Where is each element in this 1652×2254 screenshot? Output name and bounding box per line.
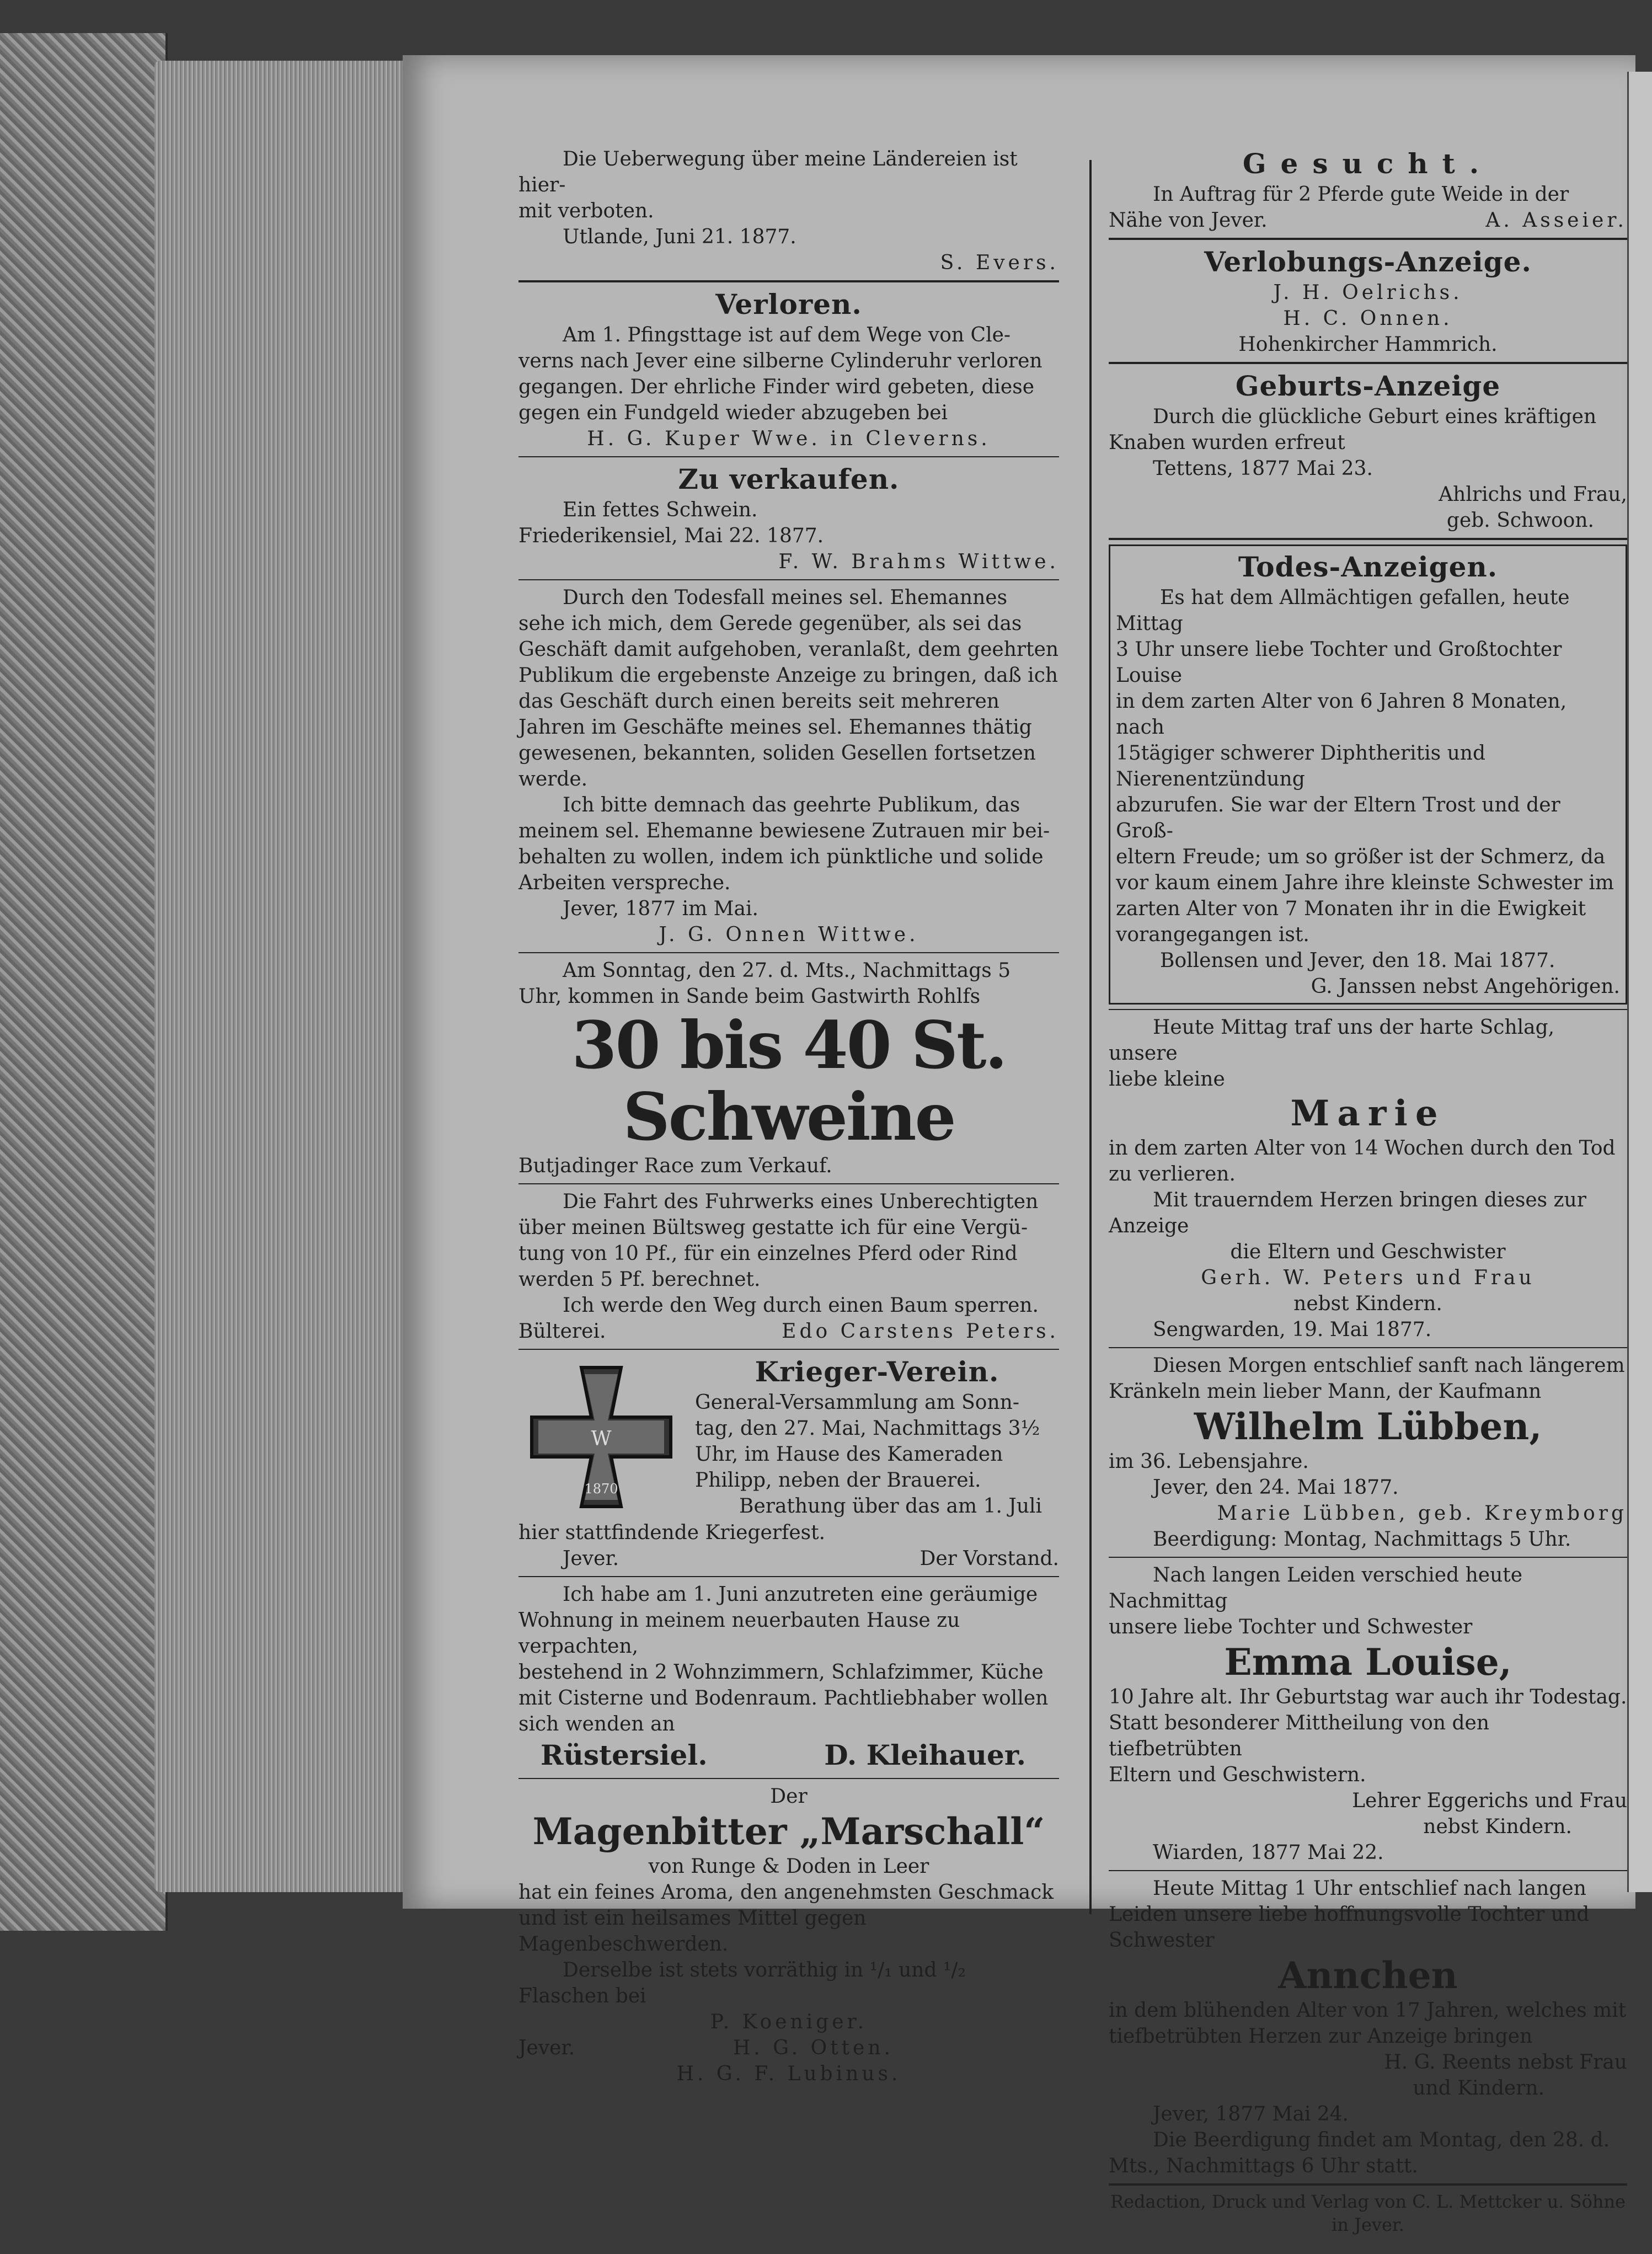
signature: H. G. Kuper Wwe. in Cleverns. [587, 428, 991, 450]
text-line: tung von 10 Pf., für ein einzelnes Pferd oder Rind [518, 1242, 1018, 1265]
ad-engagement [1109, 244, 1627, 357]
deceased-name: Emma Louise, [1224, 1641, 1512, 1684]
text-line: Heute Mittag 1 Uhr entschlief nach langen [1153, 1877, 1586, 1900]
text-line: tag, den 27. Mai, Nachmittags 3½ [695, 1417, 1040, 1440]
deceased-name: Marie [1290, 1093, 1446, 1134]
separator [518, 456, 1059, 457]
text-line: Durch die glückliche Geburt eines kräftigen [1153, 405, 1597, 428]
text-line: hier stattfindende Kriegerfest. [518, 1521, 826, 1544]
signature: Der Vorstand. [919, 1547, 1059, 1570]
text-line: bestehend in 2 Wohnzimmern, Schlafzimmer, Küche [518, 1661, 1044, 1684]
text-line: Derselbe ist stets vorräthig in ¹/₁ und ¹/₂ [563, 1959, 966, 1981]
text-line: meinem sel. Ehemanne bewiesene Zutrauen mir bei- [518, 820, 1050, 842]
text-line: liebe kleine [1109, 1068, 1225, 1091]
signature: G. Janssen nebst Angehörigen. [1311, 975, 1620, 998]
text-line: Wiarden, 1877 Mai 22. [1153, 1841, 1384, 1864]
cross-block [518, 1354, 1059, 1520]
separator [518, 952, 1059, 953]
signature: Marie Lübben, geb. Kreymborg [1217, 1502, 1627, 1525]
signature-row [1109, 207, 1627, 233]
text-line: Hohenkircher Hammrich. [1238, 333, 1498, 356]
merchant-name: P. Koeniger. [710, 2011, 868, 2033]
ad-lost-watch [518, 287, 1059, 452]
text-line: Am Sonntag, den 27. d. Mts., Nachmittags 5 [563, 959, 1011, 982]
separator [1109, 1557, 1627, 1558]
signature: Gerh. W. Peters und Frau [1201, 1267, 1535, 1289]
death-notice-wilhelm [1109, 1353, 1627, 1552]
text-line: Wohnung in meinem neuerbauten Hause zu verpachten, [518, 1609, 960, 1658]
text-line: Leiden unsere liebe hoffnungsvolle Tochter und Schwester [1109, 1903, 1590, 1952]
deceased-name: Annchen [1278, 1954, 1458, 1997]
text-line: gegen ein Fundgeld wieder abzugeben bei [518, 402, 948, 424]
ad-veterans-association [518, 1354, 1059, 1572]
text-line: Der [770, 1785, 808, 1808]
death-notice-emma [1109, 1562, 1627, 1866]
text-line: Es hat dem Allmächtigen gefallen, heute Mittag [1116, 586, 1570, 635]
notice-trespass [518, 146, 1059, 276]
separator [1109, 1870, 1627, 1871]
right-column [1109, 146, 1627, 2254]
text-line: Jever, 1877 Mai 24. [1153, 2103, 1349, 2125]
place: Rüstersiel. [541, 1739, 708, 1771]
signature: S. Evers. [940, 252, 1059, 274]
text-line: vor kaum einem Jahre ihre kleinste Schwester im [1116, 872, 1614, 894]
text-line: die Eltern und Geschwister [1230, 1241, 1506, 1263]
separator [1109, 1009, 1627, 1010]
text-line: verns nach Jever eine silberne Cylinderuhr verloren [518, 350, 1042, 372]
text-line: Kränkeln mein lieber Mann, der Kaufmann [1109, 1380, 1542, 1403]
text-line: Diesen Morgen entschlief sanft nach längerem [1153, 1354, 1625, 1377]
text-line: Arbeiten verspreche. [518, 872, 731, 894]
separator [1109, 538, 1627, 540]
text-line: Uhr, kommen in Sande beim Gastwirth Rohlfs [518, 985, 981, 1008]
merchant-name: H. G. F. Lubinus. [676, 2063, 901, 2085]
signature: und Kindern. [1413, 2077, 1544, 2100]
text-line: werden 5 Pf. berechnet. [518, 1268, 761, 1291]
ad-heading: Todes-Anzeigen. [1238, 551, 1498, 583]
text-line: Berathung über das am 1. Juli [739, 1495, 1042, 1518]
text-line: Nach langen Leiden verschied heute Nachmittag [1109, 1564, 1523, 1612]
page-edges [154, 61, 408, 1892]
separator [1109, 362, 1627, 364]
text-line: abzurufen. Sie war der Eltern Trost und der Groß- [1116, 794, 1560, 842]
cross-letter: W [591, 1428, 612, 1450]
ad-for-sale [518, 462, 1059, 575]
column-divider [1089, 160, 1092, 1914]
ad-heading: Verlobungs-Anzeige. [1204, 245, 1532, 278]
text-line: In Auftrag für 2 Pferde gute Weide in der [1153, 183, 1569, 206]
signature: J. G. Onnen Wittwe. [659, 923, 919, 946]
text-line: Heute Mittag traf uns der harte Schlag, unsere [1109, 1016, 1555, 1065]
text-line: behalten zu wollen, indem ich pünktliche und solide [518, 846, 1044, 868]
text-line: zu verlieren. [1109, 1163, 1236, 1185]
text-line: 15tägiger schwerer Diphtheritis und Nierenentzündung [1116, 742, 1486, 790]
ad-heading: Zu verkaufen. [678, 463, 900, 495]
signature-row [518, 1737, 1059, 1774]
text-line: über meinen Bültsweg gestatte ich für eine Vergü- [518, 1216, 1028, 1239]
ad-heading: Gesucht. [1242, 147, 1494, 180]
place: Jever. [518, 2037, 575, 2059]
text-line: Publikum die ergebenste Anzeige zu bringen, daß ich [518, 664, 1058, 687]
text-line: Uhr, im Hause des Kameraden [695, 1443, 1003, 1466]
text-line: mit verboten. [518, 200, 654, 222]
signature: nebst Kindern. [1293, 1292, 1442, 1315]
ad-heading: Geburts-Anzeige [1235, 370, 1501, 402]
text-line: Philipp, neben der Brauerei. [695, 1469, 981, 1492]
text-line: 3 Uhr unsere liebe Tochter und Großtochter Louise [1116, 638, 1562, 687]
ad-pig-sale [518, 958, 1059, 1179]
text-line: Mts., Nachmittags 6 Uhr statt. [1109, 2155, 1418, 2177]
text-line: tiefbetrübten Herzen zur Anzeige bringen [1109, 2025, 1533, 2048]
text-line: Beerdigung: Montag, Nachmittags 5 Uhr. [1153, 1528, 1571, 1551]
separator [518, 1183, 1059, 1184]
cross-year: 1870 [584, 1481, 618, 1497]
text-line: Die Fahrt des Fuhrwerks eines Unberechtigten [563, 1190, 1039, 1213]
publisher-imprint: Redaction, Druck und Verlag von C. L. Mettcker u. Söhne in Jever. [1110, 2191, 1626, 2235]
separator [1109, 2183, 1627, 2186]
text-line: Mit trauerndem Herzen bringen dieses zur Anzeige [1109, 1189, 1586, 1237]
separator [518, 579, 1059, 580]
deceased-name: Wilhelm Lübben, [1194, 1405, 1542, 1448]
separator [518, 280, 1059, 282]
signature: Lehrer Eggerichs und Frau [1352, 1790, 1627, 1812]
ad-wanted [1109, 146, 1627, 233]
text-line: sich wenden an [518, 1713, 675, 1735]
text-line: General-Versammlung am Sonn- [695, 1391, 1019, 1414]
text-line: vorangegangen ist. [1116, 923, 1309, 946]
text-line: gegangen. Der ehrliche Finder wird gebeten, diese [518, 376, 1034, 398]
text-line: Am 1. Pfingsttage ist auf dem Wege von Cle- [563, 324, 1011, 346]
text-line: Friederikensiel, Mai 22. 1877. [518, 525, 824, 547]
text-line: Nähe von Jever. [1109, 209, 1268, 232]
text-line: Ich habe am 1. Juni anzutreten eine geräumige [563, 1583, 1038, 1606]
signature-row [518, 1546, 1059, 1572]
text-line: Sengwarden, 19. Mai 1877. [1153, 1318, 1432, 1341]
separator [518, 1349, 1059, 1350]
text-line: Jahren im Geschäfte meines sel. Ehemannes thätig [518, 716, 1032, 739]
text-line: hat ein feines Aroma, den angenehmsten Geschmack [518, 1881, 1054, 1904]
signature: A. Asseier. [1485, 209, 1627, 232]
text-line: Die Beerdigung findet am Montag, den 28. d. [1153, 2129, 1610, 2151]
text-line: mit Cisterne und Bodenraum. Pachtliebhaber wollen [518, 1687, 1049, 1710]
signature: H. G. Reents nebst Frau [1384, 2051, 1627, 2074]
person-name: J. H. Oelrichs. [1273, 281, 1463, 304]
text-line: in dem zarten Alter von 6 Jahren 8 Monaten, nach [1116, 690, 1567, 739]
text-line: Jever, den 24. Mai 1877. [1153, 1476, 1399, 1499]
signature: geb. Schwoon. [1446, 509, 1594, 532]
death-notice-marie [1109, 1014, 1627, 1343]
ad-deaths [1109, 544, 1627, 1005]
separator [1109, 238, 1627, 240]
death-notice-annchen [1109, 1876, 1627, 2179]
text-line: eltern Freude; um so größer ist der Schmerz, da [1116, 846, 1606, 868]
signature: D. Kleihauer. [824, 1739, 1026, 1771]
book-cover [0, 33, 168, 1931]
text-line: Knaben wurden erfreut [1109, 431, 1345, 454]
text-line: gewesenen, bekannten, soliden Gesellen fortsetzen werde. [518, 742, 1036, 790]
separator [1109, 1347, 1627, 1348]
veterans-text [695, 1354, 1059, 1520]
signature: F. W. Brahms Wittwe. [778, 551, 1059, 573]
text-line: Ein fettes Schwein. [563, 499, 758, 521]
text-line: 10 Jahre alt. Ihr Geburtstag war auch ihr Todestag. [1109, 1686, 1627, 1708]
signature: nebst Kindern. [1423, 1815, 1572, 1838]
text-line: Durch den Todesfall meines sel. Ehemannes [563, 586, 1008, 609]
separator [518, 1576, 1059, 1577]
iron-cross-icon [518, 1354, 684, 1520]
text-line: in dem blühenden Alter von 17 Jahren, welches mit [1109, 1999, 1627, 2022]
text-line: Butjadinger Race zum Verkauf. [518, 1155, 832, 1177]
left-column [518, 146, 1059, 2087]
place: Jever. [563, 1547, 619, 1570]
text-line: Geschäft damit aufgehoben, veranlaßt, dem geehrten [518, 638, 1059, 661]
text-line: unsere liebe Tochter und Schwester [1109, 1616, 1473, 1638]
person-name: H. C. Onnen. [1283, 307, 1453, 330]
ad-heading: Verloren. [715, 288, 862, 321]
text-line: Die Ueberwegung über meine Ländereien ist hier- [518, 148, 1018, 196]
ad-road-toll [518, 1189, 1059, 1344]
text-line: Utlande, Juni 21. 1877. [563, 226, 796, 248]
ad-heading: Krieger-Verein. [755, 1355, 999, 1388]
text-line: das Geschäft durch einen bereits seit mehreren [518, 690, 999, 713]
signature: Edo Carstens Peters. [782, 1320, 1059, 1343]
text-line: Bollensen und Jever, den 18. Mai 1877. [1160, 949, 1555, 972]
signature-row [518, 2035, 1059, 2061]
text-line: Tettens, 1877 Mai 23. [1153, 457, 1373, 480]
ad-apartment-lease [518, 1582, 1059, 1774]
text-line: Eltern und Geschwistern. [1109, 1764, 1366, 1786]
signature: Ahlrichs und Frau, [1439, 483, 1627, 506]
headline-magenbitter: Magenbitter „Marschall“ [532, 1810, 1045, 1853]
separator [518, 1778, 1059, 1779]
text-line: Ich bitte demnach das geehrte Publikum, das [563, 794, 1020, 816]
ad-magenbitter [518, 1783, 1059, 2087]
place: Bülterei. [518, 1320, 606, 1343]
ad-business-continuation [518, 585, 1059, 948]
text-line: Ich werde den Weg durch einen Baum sperren. [563, 1294, 1039, 1317]
text-line: sehe ich mich, dem Gerede gegenüber, als sei das [518, 612, 1022, 635]
ad-birth [1109, 368, 1627, 533]
text-line: und ist ein heilsames Mittel gegen Magenbeschwerden. [518, 1907, 867, 1956]
text-line: zarten Alter von 7 Monaten ihr in die Ewigkeit [1116, 898, 1586, 920]
facing-page-edge [1627, 72, 1652, 1892]
merchant-name: H. G. Otten. [733, 2037, 894, 2059]
headline-pigs: 30 bis 40 St. Schweine [571, 1007, 1006, 1155]
text-line: Statt besonderer Mittheilung von den tiefbetrübten [1109, 1712, 1490, 1760]
signature-row [518, 1318, 1059, 1344]
text-line: im 36. Lebensjahre. [1109, 1450, 1309, 1473]
text-line: von Runge & Doden in Leer [648, 1855, 929, 1878]
text-line: in dem zarten Alter von 14 Wochen durch den Tod [1109, 1137, 1616, 1160]
text-line: Flaschen bei [518, 1985, 646, 2007]
text-line: Jever, 1877 im Mai. [563, 898, 758, 920]
